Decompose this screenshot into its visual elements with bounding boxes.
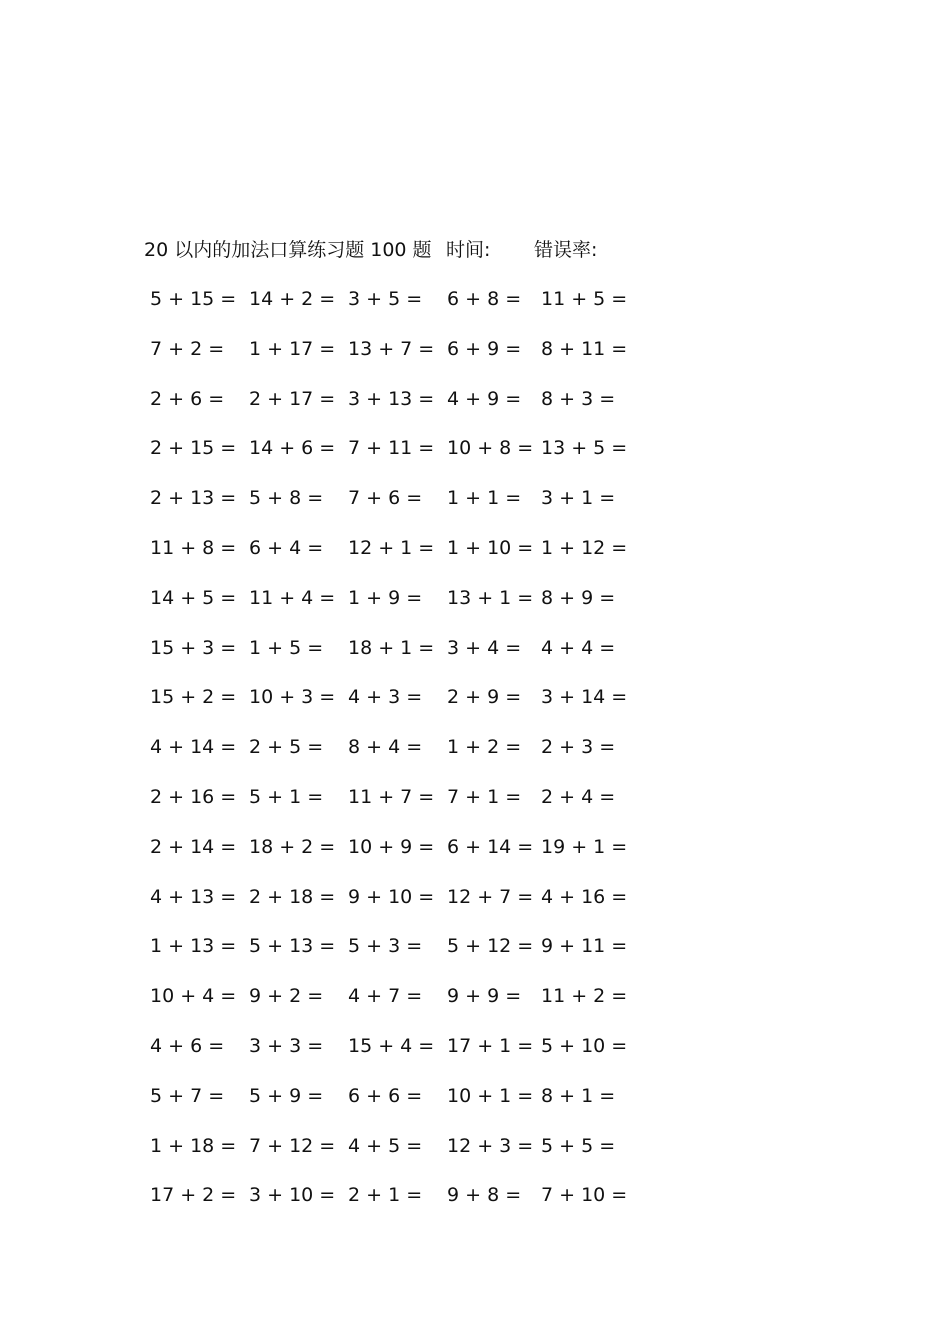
problem-item: 4 + 5 = — [348, 1134, 423, 1157]
problem-item: 1 + 13 = — [150, 935, 237, 958]
time-label: 时间: — [446, 239, 491, 261]
problem-item: 4 + 3 = — [348, 686, 423, 709]
problem-item: 1 + 18 = — [150, 1134, 237, 1157]
problem-item: 2 + 6 = — [150, 387, 225, 410]
problem-item: 11 + 4 = — [249, 586, 336, 609]
problem-item: 13 + 1 = — [447, 586, 534, 609]
problem-item: 7 + 11 = — [348, 437, 435, 460]
problem-item: 1 + 10 = — [447, 537, 534, 559]
problem-item: 7 + 6 = — [348, 487, 423, 510]
problem-item: 9 + 11 = — [541, 935, 628, 958]
problem-item: 4 + 16 = — [541, 885, 628, 908]
problem-item: 13 + 5 = — [541, 437, 628, 460]
problem-item: 5 + 13 = — [249, 935, 336, 958]
problem-item: 11 + 8 = — [150, 537, 237, 559]
problem-item: 5 + 1 = — [249, 786, 324, 808]
problem-item: 19 + 1 = — [541, 835, 628, 858]
problem-item: 5 + 5 = — [541, 1134, 616, 1157]
problem-item: 9 + 8 = — [447, 1184, 522, 1207]
problem-item: 14 + 2 = — [249, 288, 336, 310]
problem-item: 12 + 7 = — [447, 885, 534, 908]
problem-item: 7 + 1 = — [447, 786, 522, 808]
problem-item: 12 + 3 = — [447, 1134, 534, 1157]
problem-item: 3 + 14 = — [541, 686, 628, 709]
problem-item: 5 + 12 = — [447, 935, 534, 958]
problem-item: 3 + 4 = — [447, 636, 522, 659]
problem-item: 5 + 9 = — [249, 1084, 324, 1107]
problem-item: 5 + 8 = — [249, 487, 324, 510]
problem-item: 7 + 2 = — [150, 337, 225, 360]
problem-item: 6 + 8 = — [447, 288, 522, 310]
problem-item: 14 + 5 = — [150, 586, 237, 609]
worksheet-title: 20 以内的加法口算练习题 100 题 — [144, 239, 432, 261]
problem-item: 2 + 16 = — [150, 786, 237, 808]
problem-item: 17 + 1 = — [447, 1035, 534, 1057]
problem-item: 2 + 3 = — [541, 736, 616, 759]
problem-item: 4 + 14 = — [150, 736, 237, 759]
problem-item: 3 + 1 = — [541, 487, 616, 510]
problem-item: 8 + 4 = — [348, 736, 423, 759]
problem-item: 17 + 2 = — [150, 1184, 237, 1207]
problem-item: 2 + 15 = — [150, 437, 237, 460]
problem-item: 6 + 9 = — [447, 337, 522, 360]
problem-item: 1 + 5 = — [249, 636, 324, 659]
problem-item: 8 + 1 = — [541, 1084, 616, 1107]
problem-item: 11 + 5 = — [541, 288, 628, 310]
problem-item: 12 + 1 = — [348, 537, 435, 559]
problem-item: 5 + 10 = — [541, 1035, 628, 1057]
problem-item: 18 + 1 = — [348, 636, 435, 659]
problem-item: 4 + 9 = — [447, 387, 522, 410]
problem-item: 2 + 5 = — [249, 736, 324, 759]
problem-item: 1 + 2 = — [447, 736, 522, 759]
problem-item: 6 + 6 = — [348, 1084, 423, 1107]
problem-item: 7 + 10 = — [541, 1184, 628, 1207]
problem-item: 9 + 2 = — [249, 985, 324, 1008]
problem-item: 4 + 6 = — [150, 1035, 225, 1057]
problem-item: 10 + 3 = — [249, 686, 336, 709]
problem-item: 8 + 11 = — [541, 337, 628, 360]
problem-item: 5 + 15 = — [150, 288, 237, 310]
problem-item: 2 + 4 = — [541, 786, 616, 808]
problem-item: 2 + 14 = — [150, 835, 237, 858]
problem-item: 9 + 9 = — [447, 985, 522, 1008]
problem-item: 8 + 3 = — [541, 387, 616, 410]
problem-item: 2 + 17 = — [249, 387, 336, 410]
problem-item: 1 + 1 = — [447, 487, 522, 510]
problem-item: 4 + 4 = — [541, 636, 616, 659]
problem-item: 2 + 13 = — [150, 487, 237, 510]
problem-item: 6 + 4 = — [249, 537, 324, 559]
problem-item: 2 + 18 = — [249, 885, 336, 908]
problem-item: 11 + 7 = — [348, 786, 435, 808]
problem-item: 10 + 8 = — [447, 437, 534, 460]
problem-item: 1 + 12 = — [541, 537, 628, 559]
problem-item: 10 + 1 = — [447, 1084, 534, 1107]
problem-item: 15 + 2 = — [150, 686, 237, 709]
problem-item: 6 + 14 = — [447, 835, 534, 858]
problem-item: 4 + 7 = — [348, 985, 423, 1008]
problem-item: 5 + 3 = — [348, 935, 423, 958]
problem-item: 10 + 4 = — [150, 985, 237, 1008]
problem-item: 5 + 7 = — [150, 1084, 225, 1107]
problem-item: 10 + 9 = — [348, 835, 435, 858]
problem-item: 15 + 4 = — [348, 1035, 435, 1057]
problem-item: 3 + 5 = — [348, 288, 423, 310]
problem-item: 2 + 1 = — [348, 1184, 423, 1207]
problem-item: 14 + 6 = — [249, 437, 336, 460]
problem-item: 3 + 10 = — [249, 1184, 336, 1207]
problem-item: 9 + 10 = — [348, 885, 435, 908]
problem-item: 1 + 9 = — [348, 586, 423, 609]
problem-item: 13 + 7 = — [348, 337, 435, 360]
problem-item: 18 + 2 = — [249, 835, 336, 858]
problem-item: 1 + 17 = — [249, 337, 336, 360]
problem-item: 3 + 13 = — [348, 387, 435, 410]
problem-item: 11 + 2 = — [541, 985, 628, 1008]
error-rate-label: 错误率: — [534, 239, 598, 261]
problem-item: 4 + 13 = — [150, 885, 237, 908]
problem-item: 15 + 3 = — [150, 636, 237, 659]
problem-item: 8 + 9 = — [541, 586, 616, 609]
problem-item: 3 + 3 = — [249, 1035, 324, 1057]
problem-item: 2 + 9 = — [447, 686, 522, 709]
problem-item: 7 + 12 = — [249, 1134, 336, 1157]
